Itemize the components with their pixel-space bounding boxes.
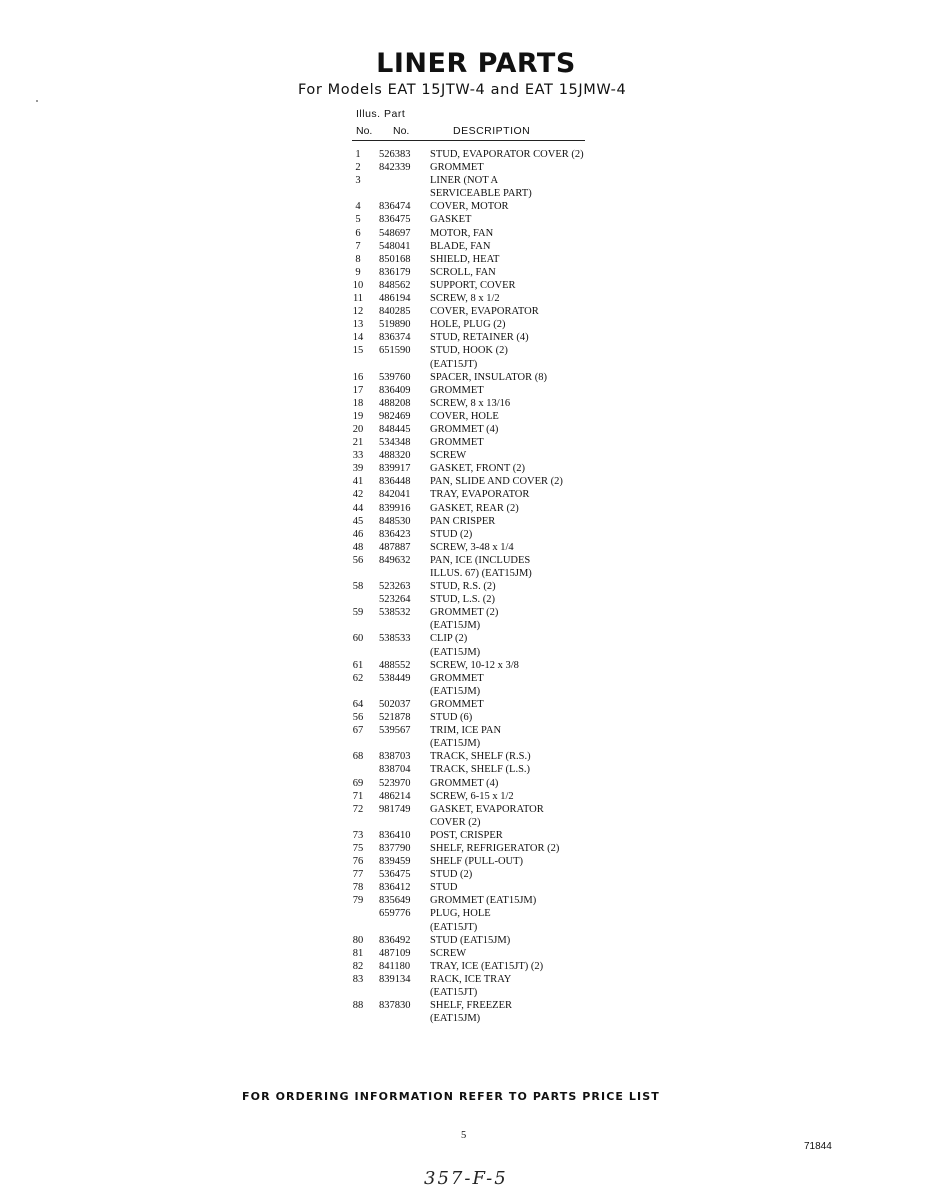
part-number: 839917 (379, 463, 411, 475)
parts-row (346, 999, 666, 1025)
part-description: (EAT15JM) (430, 738, 481, 750)
handwritten-note: 357-F-5 (424, 1168, 508, 1189)
part-number: 487109 (379, 947, 411, 959)
illus-number: 77 (352, 869, 364, 881)
illus-number: 7 (355, 240, 361, 252)
part-number: 539567 (379, 725, 411, 737)
illus-number: 71 (352, 790, 364, 802)
illus-number: 11 (352, 293, 364, 305)
part-description: SHELF, FREEZER (430, 1000, 513, 1012)
part-description: ILLUS. 67) (EAT15JM) (430, 568, 532, 579)
parts-row (346, 763, 666, 776)
illus-number: 19 (352, 410, 364, 422)
part-description: HOLE, PLUG (2) (430, 319, 506, 331)
parts-row (346, 449, 666, 462)
parts-row (346, 554, 666, 580)
part-description: SCREW, 10-12 x 3/8 (430, 659, 519, 671)
parts-row (346, 397, 666, 410)
part-description: STUD (6) (430, 712, 473, 724)
parts-row (346, 868, 666, 881)
part-description: (EAT15JT) (430, 921, 478, 933)
illus-number: 9 (355, 266, 361, 278)
document-number: 71844 (804, 1141, 832, 1152)
part-number: 548041 (379, 240, 411, 252)
part-number: 659776 (379, 908, 411, 920)
illus-number: 15 (352, 345, 364, 357)
part-description: STUD, HOOK (2) (430, 345, 508, 357)
parts-row (346, 174, 666, 200)
part-description: RACK, ICE TRAY (430, 973, 512, 985)
part-description: TRAY, EVAPORATOR (430, 489, 530, 501)
part-number: 488208 (379, 397, 411, 409)
illus-number: 1 (355, 149, 361, 160)
part-description: GROMMET (EAT15JM) (430, 895, 537, 907)
illus-number: 48 (352, 541, 364, 553)
parts-row (346, 777, 666, 790)
parts-row (346, 279, 666, 292)
part-number: 849632 (379, 554, 411, 566)
part-number: 538449 (379, 672, 411, 684)
illus-number: 2 (355, 162, 361, 174)
part-description: TRAY, ICE (EAT15JT) (2) (430, 960, 544, 972)
parts-row (346, 423, 666, 436)
part-description: TRIM, ICE PAN (430, 725, 502, 737)
part-number: 848445 (379, 423, 411, 435)
parts-row (346, 240, 666, 253)
parts-row (346, 606, 666, 632)
illus-number: 3 (355, 175, 361, 187)
scan-speck (36, 100, 38, 102)
part-description: STUD (2) (430, 528, 473, 540)
part-description: SCREW, 6-15 x 1/2 (430, 790, 514, 802)
parts-row (346, 881, 666, 894)
part-number: 839459 (379, 856, 411, 868)
part-number: 836409 (379, 384, 411, 396)
part-description: SUPPORT, COVER (430, 279, 516, 291)
parts-row (346, 960, 666, 973)
part-description: (EAT15JM) (430, 620, 481, 632)
parts-row (346, 227, 666, 240)
illus-number: 5 (355, 214, 361, 226)
part-number: 838704 (379, 764, 411, 776)
parts-row (346, 672, 666, 698)
part-description: COVER, HOLE (430, 410, 499, 422)
part-description: PLUG, HOLE (430, 908, 491, 920)
illus-number: 42 (352, 489, 364, 501)
part-number: 840285 (379, 306, 411, 318)
parts-row (346, 292, 666, 305)
part-number: 836410 (379, 829, 411, 841)
illus-number: 67 (352, 725, 364, 737)
column-header-illus-part: Illus. Part (356, 108, 406, 120)
part-description: STUD, RETAINER (4) (430, 332, 529, 344)
illus-number: 56 (352, 554, 364, 566)
illus-number: 46 (352, 528, 364, 540)
part-description: COVER, EVAPORATOR (430, 306, 539, 318)
part-number: 836412 (379, 882, 411, 894)
part-number: 837790 (379, 842, 411, 854)
parts-row (346, 318, 666, 331)
parts-row (346, 436, 666, 449)
part-description: COVER (2) (430, 816, 481, 828)
illus-number: 88 (352, 1000, 364, 1012)
part-description: GROMMET (2) (430, 607, 499, 619)
parts-row (346, 711, 666, 724)
illus-number: 45 (352, 515, 364, 527)
part-description: GROMMET (430, 162, 484, 174)
part-description: TRACK, SHELF (L.S.) (430, 764, 531, 776)
part-number: 837830 (379, 1000, 411, 1012)
parts-row (346, 829, 666, 842)
part-number: 836474 (379, 201, 411, 213)
part-description: STUD, EVAPORATOR COVER (2) (430, 149, 584, 160)
part-number: 548697 (379, 227, 411, 239)
part-description: (EAT15JM) (430, 685, 481, 697)
parts-row (346, 331, 666, 344)
part-description: SCROLL, FAN (430, 266, 496, 278)
parts-row (346, 894, 666, 907)
parts-row (346, 384, 666, 397)
parts-row (346, 253, 666, 266)
illus-number: 60 (352, 633, 364, 645)
part-description: CLIP (2) (430, 633, 468, 645)
part-number: 836492 (379, 934, 411, 946)
page-number: 5 (461, 1130, 467, 1141)
illus-number: 44 (352, 502, 364, 514)
part-description: GROMMET (430, 384, 484, 396)
illus-number: 20 (352, 423, 364, 435)
part-number: 842339 (379, 162, 411, 174)
illus-number: 73 (352, 829, 364, 841)
illus-number: 14 (352, 332, 364, 344)
part-number: 536475 (379, 869, 411, 881)
parts-row (346, 515, 666, 528)
illus-number: 8 (355, 253, 361, 265)
parts-row (346, 410, 666, 423)
part-number: 836475 (379, 214, 411, 226)
part-description: SERVICEABLE PART) (430, 188, 532, 200)
part-description: TRACK, SHELF (R.S.) (430, 751, 531, 763)
part-number: 519890 (379, 319, 411, 331)
part-number: 523264 (379, 594, 411, 606)
parts-row (346, 790, 666, 803)
illus-number: 6 (355, 227, 361, 239)
part-number: 526383 (379, 149, 411, 160)
part-number: 839916 (379, 502, 411, 514)
parts-row (346, 371, 666, 384)
parts-row (346, 148, 666, 161)
parts-row (346, 803, 666, 829)
column-header-description: DESCRIPTION (453, 125, 531, 137)
part-number: 835649 (379, 895, 411, 907)
illus-number: 82 (352, 960, 364, 972)
illus-number: 83 (352, 973, 364, 985)
part-number: 850168 (379, 253, 411, 265)
parts-row (346, 659, 666, 672)
part-number: 838703 (379, 751, 411, 763)
illus-number: 33 (352, 450, 364, 462)
part-description: PAN, ICE (INCLUDES (430, 554, 531, 566)
illus-number: 21 (352, 437, 364, 449)
part-description: GROMMET (4) (430, 423, 499, 435)
part-description: STUD (EAT15JM) (430, 934, 511, 946)
illus-number: 12 (352, 306, 364, 318)
illus-number: 58 (352, 581, 364, 593)
illus-number: 10 (352, 279, 364, 291)
part-number: 836179 (379, 266, 411, 278)
part-description: PAN, SLIDE AND COVER (2) (430, 476, 563, 488)
part-description: GASKET, EVAPORATOR (430, 803, 544, 815)
part-number: 836423 (379, 528, 411, 540)
illus-number: 61 (352, 659, 364, 671)
part-description: PAN CRISPER (430, 515, 496, 527)
part-description: LINER (NOT A (430, 175, 499, 187)
parts-row (346, 934, 666, 947)
part-description: SCREW, 8 x 13/16 (430, 397, 511, 409)
part-number: 486214 (379, 790, 411, 802)
parts-row (346, 266, 666, 279)
column-header-illus-no: No. (356, 125, 373, 137)
illus-number: 59 (352, 607, 364, 619)
illus-number: 72 (352, 803, 364, 815)
illus-number: 62 (352, 672, 364, 684)
illus-number: 64 (352, 698, 364, 710)
parts-row (346, 305, 666, 318)
parts-row (346, 528, 666, 541)
part-number: 488552 (379, 659, 411, 671)
parts-row (346, 947, 666, 960)
part-description: STUD (430, 882, 458, 894)
part-description: GROMMET (430, 698, 484, 710)
illus-number: 76 (352, 856, 364, 868)
column-header-part-no: No. (393, 125, 410, 137)
parts-row (346, 724, 666, 750)
parts-list (346, 148, 666, 1025)
part-number: 981749 (379, 803, 411, 815)
part-number: 651590 (379, 345, 411, 357)
part-number: 848562 (379, 279, 411, 291)
part-description: SPACER, INSULATOR (8) (430, 371, 547, 383)
part-description: SHELF (PULL-OUT) (430, 856, 524, 868)
part-description: (EAT15JT) (430, 987, 478, 998)
illus-number: 17 (352, 384, 364, 396)
part-description: GASKET, FRONT (2) (430, 463, 525, 475)
part-number: 836374 (379, 332, 411, 344)
parts-row (346, 698, 666, 711)
parts-row (346, 502, 666, 515)
parts-row (346, 907, 666, 933)
illus-number: 80 (352, 934, 364, 946)
part-description: STUD, R.S. (2) (430, 581, 496, 593)
part-number: 487887 (379, 541, 411, 553)
part-number: 982469 (379, 410, 411, 422)
parts-row (346, 475, 666, 488)
part-description: (EAT15JM) (430, 646, 481, 658)
illus-number: 81 (352, 947, 364, 959)
part-number: 538533 (379, 633, 411, 645)
part-number: 534348 (379, 437, 411, 449)
part-description: SCREW, 8 x 1/2 (430, 293, 500, 305)
part-number: 538532 (379, 607, 411, 619)
parts-row (346, 161, 666, 174)
parts-row (346, 344, 666, 370)
parts-row (346, 200, 666, 213)
part-number: 523263 (379, 581, 411, 593)
part-description: (EAT15JM) (430, 1013, 481, 1025)
part-description: SCREW, 3-48 x 1/4 (430, 541, 514, 553)
illus-number: 79 (352, 895, 364, 907)
part-number: 488320 (379, 450, 411, 462)
part-number: 502037 (379, 698, 411, 710)
part-description: SHELF, REFRIGERATOR (2) (430, 842, 560, 854)
illus-number: 69 (352, 777, 364, 789)
page-title: LINER PARTS (376, 48, 576, 79)
part-description: COVER, MOTOR (430, 201, 509, 213)
part-description: GASKET (430, 214, 472, 226)
parts-row (346, 750, 666, 763)
part-description: GROMMET (4) (430, 777, 499, 789)
part-number: 841180 (379, 960, 411, 972)
illus-number: 16 (352, 371, 364, 383)
parts-row (346, 855, 666, 868)
part-description: GROMMET (430, 437, 484, 449)
ordering-note: FOR ORDERING INFORMATION REFER TO PARTS PRICE LIST (242, 1090, 660, 1103)
illus-number: 78 (352, 882, 364, 894)
parts-row (346, 973, 666, 999)
illus-number: 68 (352, 751, 364, 763)
part-description: STUD (2) (430, 869, 473, 881)
parts-row (346, 488, 666, 501)
parts-row (346, 541, 666, 554)
part-number: 836448 (379, 476, 411, 488)
illus-number: 75 (352, 842, 364, 854)
parts-row (346, 842, 666, 855)
illus-number: 4 (355, 201, 361, 213)
part-number: 839134 (379, 973, 411, 985)
part-number: 539760 (379, 371, 411, 383)
part-description: GROMMET (430, 672, 484, 684)
models-subtitle: For Models EAT 15JTW-4 and EAT 15JMW-4 (298, 82, 627, 98)
part-description: SCREW (430, 947, 467, 959)
parts-row (346, 580, 666, 593)
part-description: SCREW (430, 450, 467, 462)
parts-row (346, 462, 666, 475)
illus-number: 18 (352, 397, 364, 409)
parts-row (346, 632, 666, 658)
illus-number: 13 (352, 319, 364, 331)
parts-row (346, 593, 666, 606)
part-description: GASKET, REAR (2) (430, 502, 519, 514)
illus-number: 39 (352, 463, 364, 475)
part-description: (EAT15JT) (430, 358, 478, 370)
illus-number: 56 (352, 712, 364, 724)
header-rule (352, 140, 585, 141)
part-description: MOTOR, FAN (430, 227, 494, 239)
part-description: BLADE, FAN (430, 240, 491, 252)
part-number: 486194 (379, 293, 411, 305)
part-number: 842041 (379, 489, 411, 501)
part-number: 848530 (379, 515, 411, 527)
part-description: SHIELD, HEAT (430, 253, 500, 265)
part-description: STUD, L.S. (2) (430, 594, 496, 606)
part-number: 521878 (379, 712, 411, 724)
parts-row (346, 213, 666, 226)
part-description: POST, CRISPER (430, 829, 503, 841)
part-number: 523970 (379, 777, 411, 789)
illus-number: 41 (352, 476, 364, 488)
